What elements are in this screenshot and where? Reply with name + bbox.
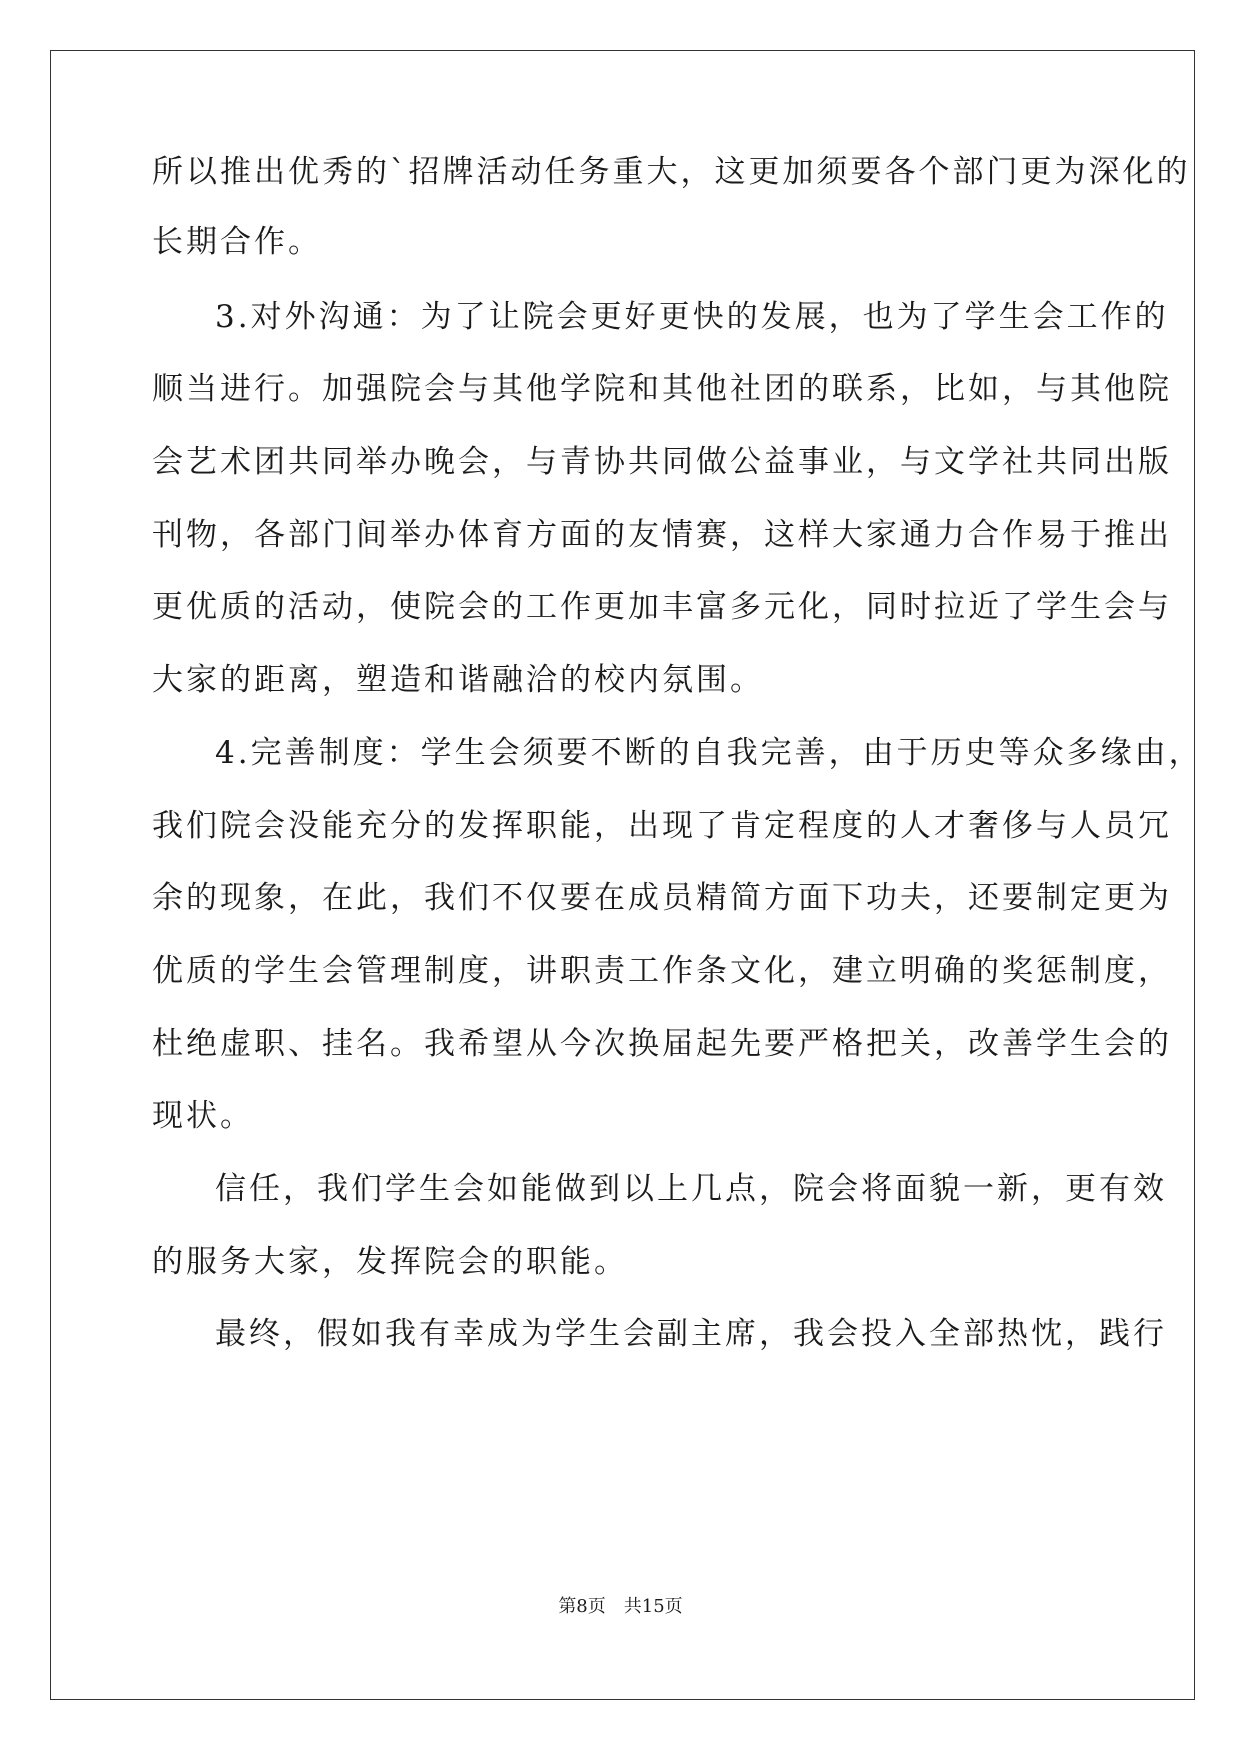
body-text-line-9: 4.完善制度：学生会须要不断的自我完善，由于历史等众多缘由， bbox=[215, 735, 1203, 771]
body-text-line-5: 会艺术团共同举办晚会，与青协共同做公益事业，与文学社共同出版 bbox=[152, 444, 1172, 480]
body-text-line-10: 我们院会没能充分的发挥职能，出现了肯定程度的人才奢侈与人员冗 bbox=[152, 808, 1172, 844]
body-text-line-8: 大家的距离，塑造和谐融洽的校内氛围。 bbox=[152, 662, 764, 698]
body-text-line-4: 顺当进行。加强院会与其他学院和其他社团的联系，比如，与其他院 bbox=[152, 371, 1172, 407]
page-footer bbox=[0, 1595, 1241, 1619]
body-text-line-7: 更优质的活动，使院会的工作更加丰富多元化，同时拉近了学生会与 bbox=[152, 589, 1172, 625]
body-text-line-11: 余的现象，在此，我们不仅要在成员精简方面下功夫，还要制定更为 bbox=[152, 880, 1172, 916]
body-text-line-16: 的服务大家，发挥院会的职能。 bbox=[152, 1244, 628, 1280]
body-text-line-12: 优质的学生会管理制度，讲职责工作条文化，建立明确的奖惩制度， bbox=[152, 953, 1172, 989]
body-text-line-3: 3.对外沟通：为了让院会更好更快的发展，也为了学生会工作的 bbox=[215, 299, 1169, 335]
body-text-line-15: 信任，我们学生会如能做到以上几点，院会将面貌一新，更有效 bbox=[215, 1171, 1167, 1207]
body-text-line-14: 现状。 bbox=[152, 1098, 254, 1134]
page-number-current: 第8页 bbox=[558, 1596, 606, 1617]
body-text-line-17: 最终，假如我有幸成为学生会副主席，我会投入全部热忱，践行 bbox=[215, 1316, 1167, 1352]
body-text-line-1: 所以推出优秀的`招牌活动任务重大，这更加须要各个部门更为深化的 bbox=[152, 154, 1191, 190]
page-number-total: 共15页 bbox=[623, 1596, 683, 1617]
body-text-line-6: 刊物，各部门间举办体育方面的友情赛，这样大家通力合作易于推出 bbox=[152, 517, 1172, 553]
body-text-line-13: 杜绝虚职、挂名。我希望从今次换届起先要严格把关，改善学生会的 bbox=[152, 1026, 1172, 1062]
body-text-line-2: 长期合作。 bbox=[152, 224, 322, 260]
